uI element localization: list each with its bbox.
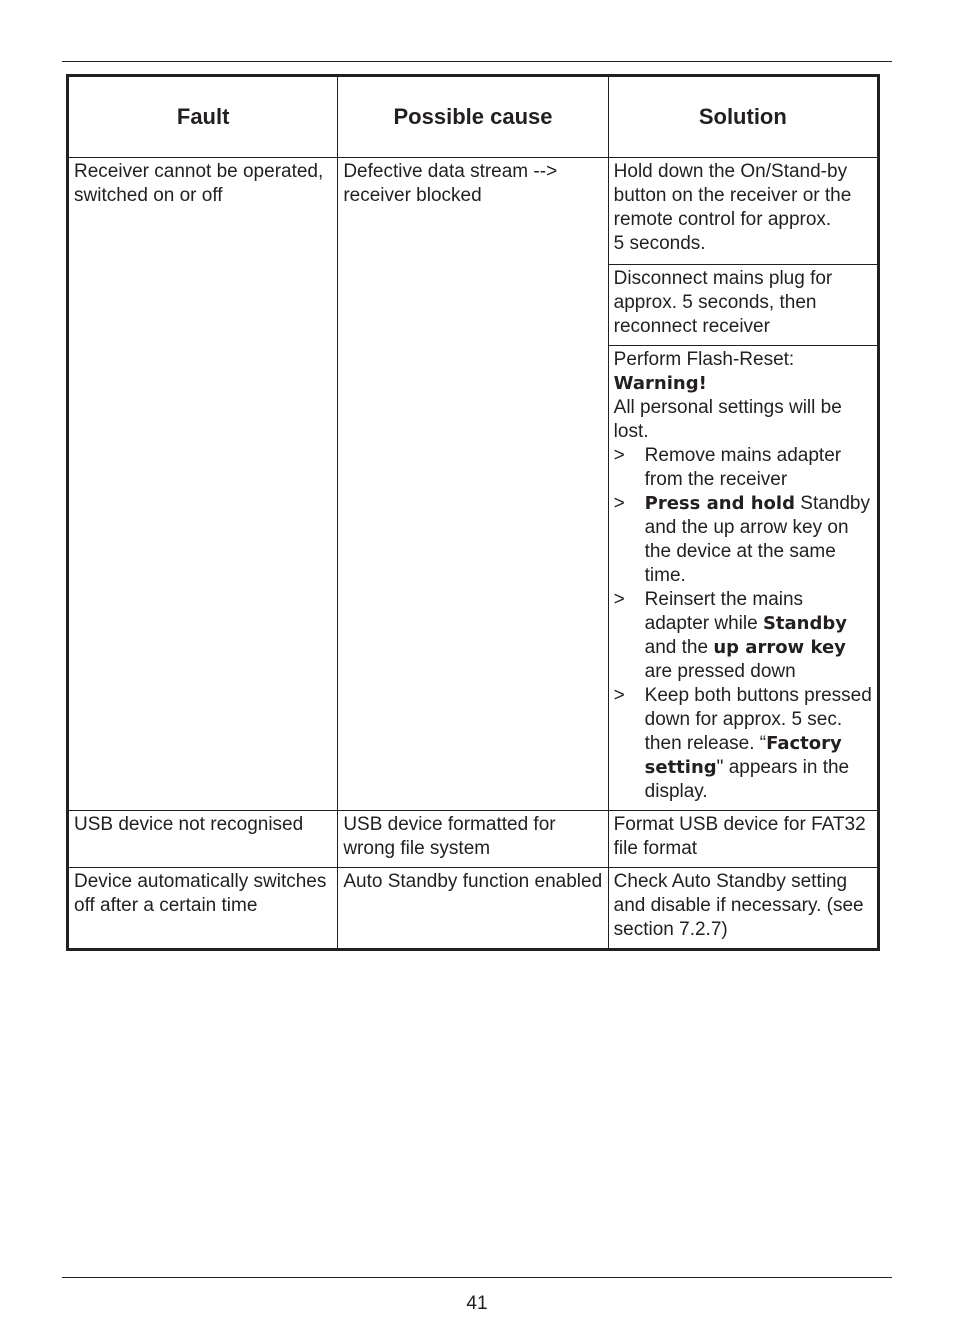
solution-text: Hold down the On/Stand-by button on the receiver or the remote control for approx.: [613, 161, 852, 230]
step-marker: >: [613, 589, 625, 610]
step-bold-text: Factory setting: [644, 733, 842, 778]
flash-reset-intro: Perform Flash-Reset:: [613, 349, 795, 370]
table-row: [68, 158, 879, 265]
step-bold-text: Press and hold: [644, 493, 795, 514]
solution-cell: Check Auto Standby setting and disable if necessary. (see section 7.2.7): [608, 868, 878, 950]
quote-mark: ": [716, 757, 724, 778]
solution-cell: Format USB device for FAT32 file format: [608, 811, 878, 868]
page-number: 41: [466, 1293, 488, 1314]
solution-text: 5 seconds.: [613, 233, 706, 254]
step-text: Reinsert the mains adapter while: [644, 589, 804, 634]
step-text: Remove mains adapter from the receiver: [644, 445, 842, 490]
step-bold-text: Standby: [762, 613, 847, 634]
step-text: Keep both buttons pressed down for approx. 5 sec. then release.: [644, 685, 872, 754]
step-marker: >: [613, 493, 625, 514]
step-marker: >: [613, 685, 625, 706]
step-text: and the: [644, 637, 714, 658]
fault-cell: Receiver cannot be operated, switched on or off: [68, 158, 338, 811]
solution-cell-flash-reset: [608, 346, 878, 811]
warning-label: Warning!: [613, 373, 707, 394]
step-text: appears in the display.: [644, 757, 850, 802]
list-item: [614, 492, 872, 588]
table-row: [68, 868, 879, 950]
troubleshooting-table: [66, 74, 880, 951]
table-row: [68, 811, 879, 868]
cause-cell: USB device formatted for wrong file system: [338, 811, 608, 868]
cause-cell: Defective data stream --> receiver blocked: [338, 158, 608, 811]
header-fault: Fault: [68, 76, 338, 158]
step-marker: >: [613, 445, 625, 466]
solution-cell: Disconnect mains plug for approx. 5 seconds, then reconnect receiver: [608, 265, 878, 346]
warning-text: All personal settings will be lost.: [613, 397, 842, 442]
header-possible-cause: Possible cause: [338, 76, 608, 158]
top-rule: [62, 61, 892, 62]
bottom-rule: [62, 1277, 892, 1278]
step-text: are pressed down: [644, 661, 796, 682]
step-text: Standby and the up arrow key on the device at the same time.: [644, 493, 870, 586]
table-header-row: [68, 76, 879, 158]
solution-cell: [608, 158, 878, 265]
list-item: [614, 684, 872, 804]
list-item: [614, 588, 872, 684]
step-bold-text: up arrow key: [713, 637, 846, 658]
header-solution: Solution: [608, 76, 878, 158]
cause-cell: Auto Standby function enabled: [338, 868, 608, 950]
fault-cell: Device automatically switches off after a certain time: [68, 868, 338, 950]
quote-mark: “: [759, 733, 767, 754]
fault-cell: USB device not recognised: [68, 811, 338, 868]
list-item: [614, 444, 872, 492]
